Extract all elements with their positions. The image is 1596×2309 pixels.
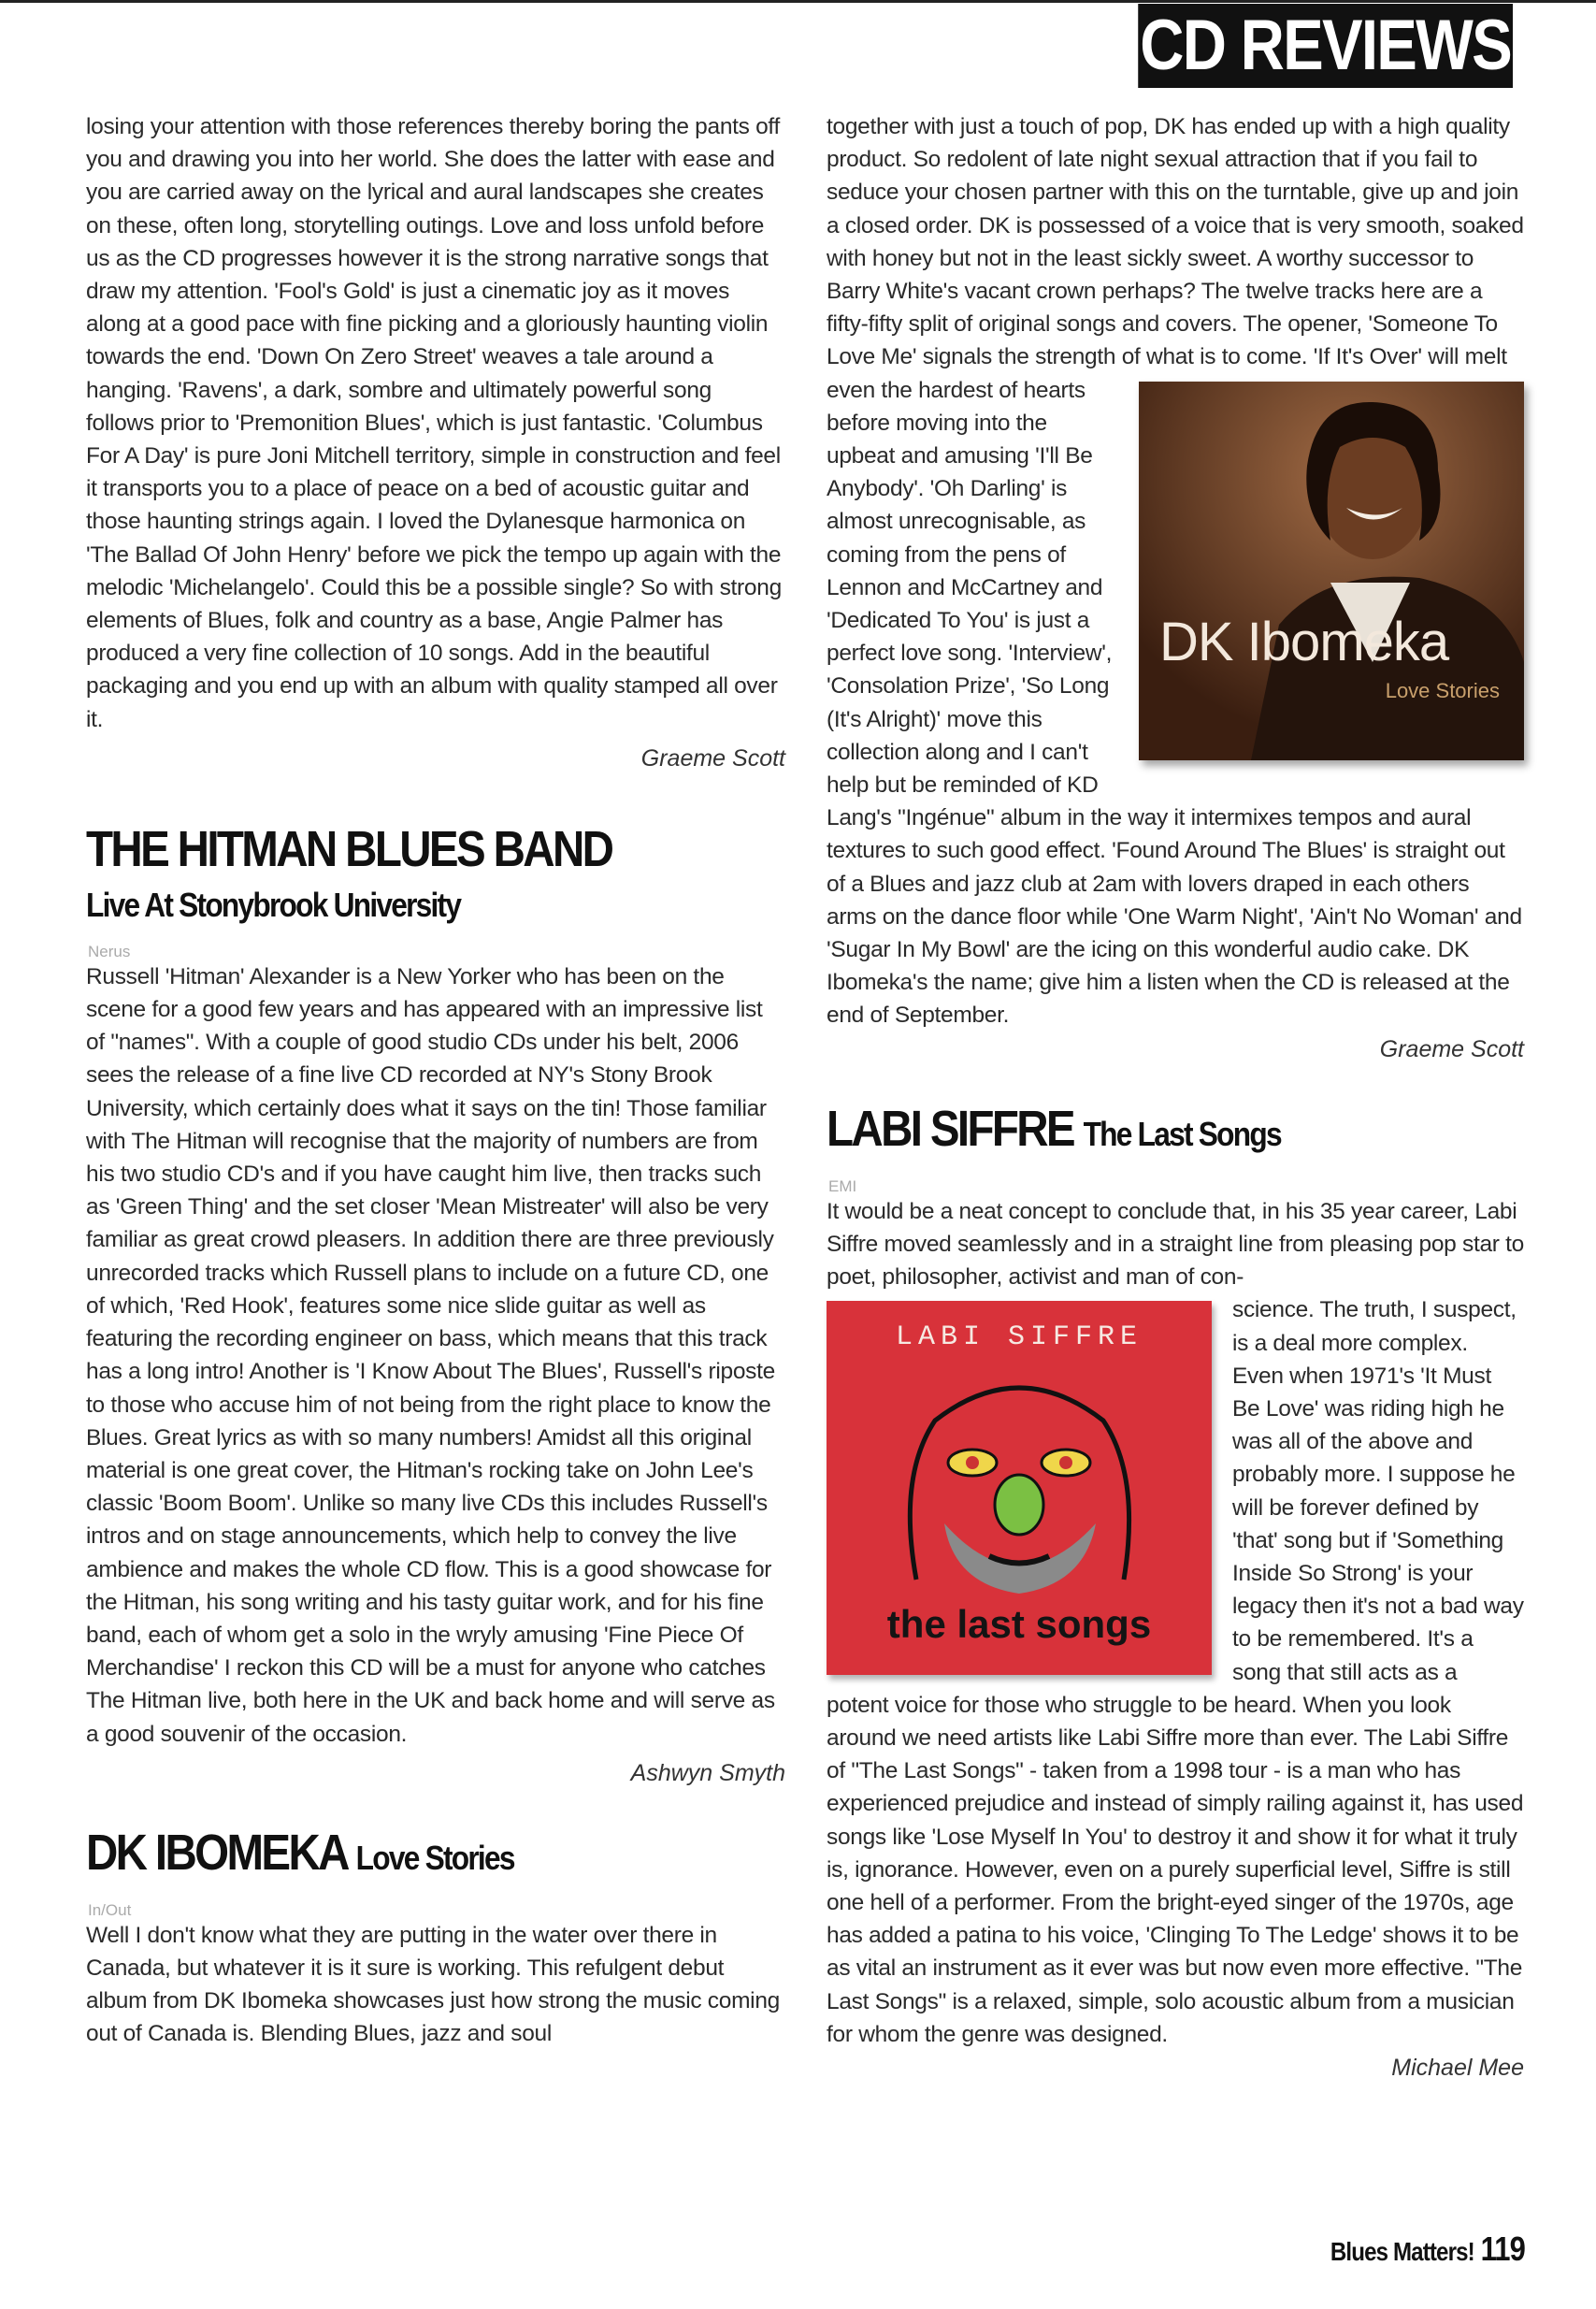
review-artist: THE HITMAN BLUES BAND <box>86 820 612 877</box>
review-album: Live At Stonybrook University <box>86 885 461 924</box>
review-headline <box>86 1824 701 1887</box>
record-label: In/Out <box>88 1900 132 1919</box>
review-dk-ibomeka-continued <box>827 110 1524 1066</box>
review-body: even the hardest of hearts before moving into the upbeat and amusing 'I'll Be Anybody'. 'Oh Darling' is almost unrecognisable, as coming from the pens of Lennon and McCartney and 'Dedicated To You' is just a perfect love song. 'Interview', 'Consolation Prize', 'So Long (It's Alright)' move this collection along and I can't help but be reminded of KD Lang's "Ingénue" album in the way it intermixes tempos and aural textures to such good effect. 'Found Around The Blues' is straight out of a Blues and jazz club at 2am with lovers draped in each others arms on the dance floor while 'One Warm Night', 'Ain't No Woman' and 'Sugar In My Bowl' are the icing on this wonderful audio cake. DK Ibomeka's the name; give him a listen when the CD is released at the end of September. <box>827 377 1522 1029</box>
section-banner: CD REVIEWS <box>1138 4 1513 88</box>
page-number: 119 <box>1480 2230 1525 2268</box>
right-column <box>827 110 1524 2085</box>
top-rule <box>0 0 1596 3</box>
review-continued <box>86 110 785 775</box>
face-illustration <box>879 1364 1159 1608</box>
page-footer <box>1330 2230 1525 2269</box>
cover-wrap <box>827 1293 1524 2051</box>
review-album: Love Stories <box>355 1838 514 1877</box>
left-column <box>86 110 785 2051</box>
review-artist: LABI SIFFRE <box>827 1100 1073 1157</box>
cover-artist-name: DK Ibomeka <box>1159 611 1449 672</box>
cover-album-title: the last songs <box>886 1602 1152 1647</box>
magazine-name: Blues Matters! <box>1330 2237 1474 2266</box>
review-artist: DK IBOMEKA <box>86 1824 347 1881</box>
review-labi-siffre <box>827 1100 1524 2085</box>
review-hitman <box>86 820 785 1790</box>
review-credit: Michael Mee <box>1391 2054 1524 2081</box>
record-label: Nerus <box>88 942 131 960</box>
review-credit: Graeme Scott <box>1379 1035 1524 1062</box>
review-credit: Ashwyn Smyth <box>630 1759 785 1786</box>
review-body: Well I don't know what they are putting in the water over there in Canada, but whatever it is it sure is working. This refulgent debut album from DK Ibomeka showcases just how strong the music coming out of Canada is. Blending Blues, jazz and soul <box>86 1922 780 2047</box>
review-album: The Last Songs <box>1083 1114 1281 1153</box>
review-body: Russell 'Hitman' Alexander is a New Yorker who has been on the scene for a good few years and has appeared with an impressive list of "names". With a couple of good studio CDs under his belt, 2006 sees the release of a fine live CD recorded at NY's Stony Brook University, which certainly does what it says on the tin! Those familiar with The Hitman will recognise that the majority of numbers are from his two studio CD's and if you have caught him live, then tracks such as 'Green Thing' and the set closer 'Mean Mistreater' will also be very familiar as great crowd pleasers. In addition there are three previously unrecorded tracks which Russell plans to include on a future CD, one of which, 'Red Hook', features some nice slide guitar as well as featuring the recording engineer on bass, which means that this track has a long intro! Another is 'I Know About The Blues', Russell's riposte to those who accuse him of not being from the right place to know the Blues. Great lyrics as with so many numbers! Amidst all this original material is one great cover, the Hitman's rocking take on John Lee's classic 'Boom Boom'. Unlike so many live CDs this includes Russell's intros and on stage announcements, which help to convey the live ambience and makes the whole CD flow. This is a good showcase for the Hitman, his song writing and his tasty guitar work, and for his fine band, each of whom get a solo in the wryly amusing 'Fine Piece Of Merchandise' I reckon this CD will be a must for anyone who catches The Hitman live, both here in the UK and back home and will serve as a good souvenir of the occasion. <box>86 963 775 1747</box>
cover-album-title: Love Stories <box>1385 678 1500 702</box>
album-cover-labi-siffre <box>827 1301 1212 1675</box>
review-body: together with just a touch of pop, DK has ended up with a high quality product. So redolent of late night sexual attraction that if you fail to seduce your chosen partner with this on the turntable, give up and join a closed order. DK is possessed of a voice that is very smooth, soaked with honey but not in the least sickly sweet. A worthy successor to Barry White's vacant crown perhaps? The twelve tracks here are a fifty-fifty split of original songs and covers. The opener, 'Someone To Love Me' signals the strength of what is to come. 'If It's Over' will melt <box>827 114 1524 370</box>
record-label: EMI <box>828 1176 857 1195</box>
album-cover-dk-ibomeka <box>1139 382 1524 760</box>
review-body: science. The truth, I suspect, is a deal more complex. Even when 1971's 'It Must Be Love' was riding high he was all of the above and probably more. I suppose he will be forever defined by 'that' song but if 'Something Inside So Strong' is your legacy then it's not a bad way to be remembered. It's a song that still acts as a potent voice for those who struggle to be heard. When you look around we need artists like Labi Siffre more than ever. The Labi Siffre of "The Last Songs" - taken from a 1998 tour - is a man who has experienced prejudice and instead of simply railing against it, has used songs like 'Lose Myself In You' to destroy it and show it for what it truly is, ignorance. However, even on a purely superficial level, Siffre is still one hell of a performer. From the bright-eyed singer of the 1970s, age has added a patina to his voice, 'Clinging To The Ledge' shows it to be as vital an instrument as it ever was but now even more effective. "The Last Songs" is a relaxed, simple, solo acoustic album from a musician for whom the genre was designed. <box>827 1297 1524 2047</box>
cover-artist-name: LABI SIFFRE <box>895 1321 1143 1354</box>
review-body: It would be a neat concept to conclude that, in his 35 year career, Labi Siffre moved seamlessly and in a straight line from pleasing pop star to poet, philosopher, activist and man of con- <box>827 1198 1524 1291</box>
review-credit: Graeme Scott <box>640 744 785 772</box>
portrait-image <box>1139 382 1524 760</box>
review-headline <box>827 1100 1440 1163</box>
cover-wrap <box>827 374 1524 1032</box>
review-dk-ibomeka-start <box>86 1824 785 2051</box>
review-body: losing your attention with those references thereby boring the pants off you and drawing you into her world. She does the latter with ease and you are carried away on the lyrical and aural landscapes she creates on these, often long, storytelling outings. Love and loss unfold before us as the CD progresses however it is the strong narrative songs that draw my attention. 'Fool's Gold' is just a cinematic joy as it moves along at a good pace with fine picking and a gloriously haunting violin towards the end. 'Down On Zero Street' weaves a tale around a hanging. 'Ravens', a dark, sombre and ultimately powerful song follows prior to 'Premonition Blues', which is just fantastic. 'Columbus For A Day' is pure Joni Mitchell territory, simple in construction and feel it transports you to a place of peace on a bed of acoustic guitar and those haunting strings again. I loved the Dylanesque harmonica on 'The Ballad Of John Henry' before we pick the tempo up again with the melodic 'Michelangelo'. Could this be a possible single? So with strong elements of Blues, folk and country as a base, Angie Palmer has produced a very fine collection of 10 songs. Add in the beautiful packaging and you end up with an album with quality stamped all over it. <box>86 114 782 732</box>
